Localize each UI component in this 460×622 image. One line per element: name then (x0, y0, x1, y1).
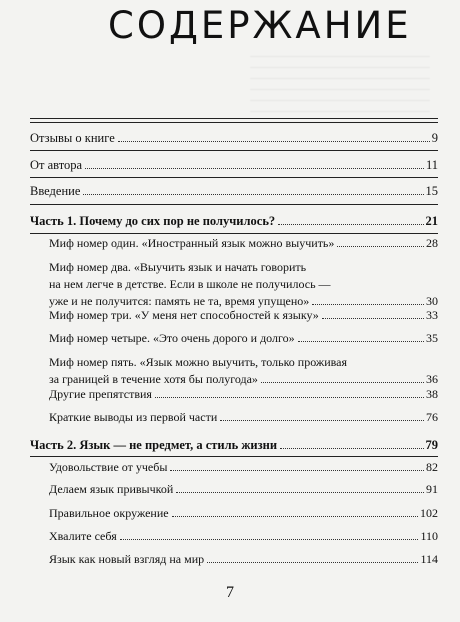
toc-entry-page: 91 (426, 482, 438, 496)
toc-entry-environment (49, 505, 438, 522)
dot-leader (118, 141, 430, 142)
toc-entry-title: Правильное окружение (49, 506, 169, 520)
toc-entry-title: Миф номер три. «У меня нет способностей к языку» (49, 308, 319, 322)
toc-entry-other-obstacles (49, 386, 438, 403)
toc-part-page: 21 (425, 214, 438, 228)
divider (30, 233, 438, 234)
dot-leader (280, 448, 423, 449)
dot-leader (220, 420, 424, 421)
toc-entry-new-view (49, 551, 438, 568)
toc-part-title: Часть 1. Почему до сих пор не получилось? (30, 214, 276, 228)
toc-entry-title: Удовольствие от учебы (49, 460, 168, 474)
toc-entry-title: От автора (30, 158, 83, 172)
toc-entry-title-line: Миф номер пять. «Язык можно выучить, только проживая (49, 355, 347, 369)
bleed-through-shadow (250, 56, 430, 126)
toc-entry-reviews (30, 130, 438, 147)
dot-leader (207, 562, 418, 563)
toc-entry-title: Другие препятствия (49, 387, 152, 401)
toc-entry-myth-2 (49, 259, 438, 310)
dot-leader (155, 397, 424, 398)
toc-part-page: 79 (425, 438, 438, 452)
dot-leader (120, 539, 419, 540)
dot-leader (312, 304, 424, 305)
toc-part-1 (30, 213, 438, 230)
toc-entry-title: Краткие выводы из первой части (49, 410, 218, 424)
page-title: СОДЕРЖАНИЕ (108, 4, 412, 47)
toc-entry-title-line: Миф номер два. «Выучить язык и начать говорить (49, 260, 307, 274)
divider (30, 204, 438, 205)
toc-part-2 (30, 437, 438, 454)
toc-entry-myth-5 (49, 354, 438, 388)
toc-part-title: Часть 2. Язык — не предмет, а стиль жизни (30, 438, 278, 452)
toc-entry-title: Отзывы о книге (30, 131, 115, 145)
divider (30, 150, 438, 151)
toc-entry-habit (49, 481, 438, 498)
toc-entry-title: Делаем язык привычкой (49, 482, 174, 496)
toc-entry-title: Введение (30, 184, 81, 198)
dot-leader (176, 492, 424, 493)
toc-entry-page: 82 (426, 460, 438, 474)
toc-entry-part1-summary (49, 409, 438, 426)
toc-entry-page: 30 (426, 294, 438, 308)
toc-entry-title-line: на нем легче в детстве. Если в школе не получилось — (49, 277, 331, 291)
toc-entry-page: 33 (426, 308, 438, 322)
toc-entry-page: 36 (426, 372, 438, 386)
toc-entry-page: 114 (420, 552, 438, 566)
toc-entry-from-author (30, 157, 438, 174)
toc-entry-title-line: за границей в течение хотя бы полугода» (49, 372, 258, 386)
divider (30, 177, 438, 178)
toc-entry-page: 102 (420, 506, 438, 520)
toc-entry-page: 28 (426, 236, 438, 250)
divider (30, 456, 438, 457)
toc-entry-myth-4 (49, 330, 438, 347)
toc-entry-praise-yourself (49, 528, 438, 545)
toc-entry-title: Миф номер один. «Иностранный язык можно выучить» (49, 236, 335, 250)
dot-leader (278, 224, 423, 225)
toc-entry-myth-3 (49, 307, 438, 324)
dot-leader (172, 516, 418, 517)
toc-entry-page: 38 (426, 387, 438, 401)
dot-leader (170, 470, 424, 471)
page-number: 7 (226, 584, 234, 601)
dot-leader (83, 194, 423, 195)
dot-leader (337, 246, 424, 247)
toc-entry-page: 15 (425, 184, 438, 198)
toc-entry-page: 110 (420, 529, 438, 543)
dot-leader (85, 168, 424, 169)
toc-entry-title-line: уже и не получится: память не та, время упущено» (49, 294, 310, 308)
toc-entry-title: Миф номер четыре. «Это очень дорого и долго» (49, 331, 295, 345)
toc-entry-study-pleasure (49, 459, 438, 476)
dot-leader (261, 382, 424, 383)
toc-entry-myth-1 (49, 235, 438, 252)
dot-leader (298, 341, 424, 342)
toc-entry-page: 11 (425, 158, 438, 172)
toc-entry-introduction (30, 183, 438, 200)
toc-entry-title: Язык как новый взгляд на мир (49, 552, 205, 566)
double-rule (30, 118, 438, 123)
toc-entry-page: 35 (426, 331, 438, 345)
toc-entry-title: Хвалите себя (49, 529, 117, 543)
toc-entry-page: 9 (431, 131, 438, 145)
dot-leader (322, 318, 424, 319)
toc-entry-page: 76 (426, 410, 438, 424)
